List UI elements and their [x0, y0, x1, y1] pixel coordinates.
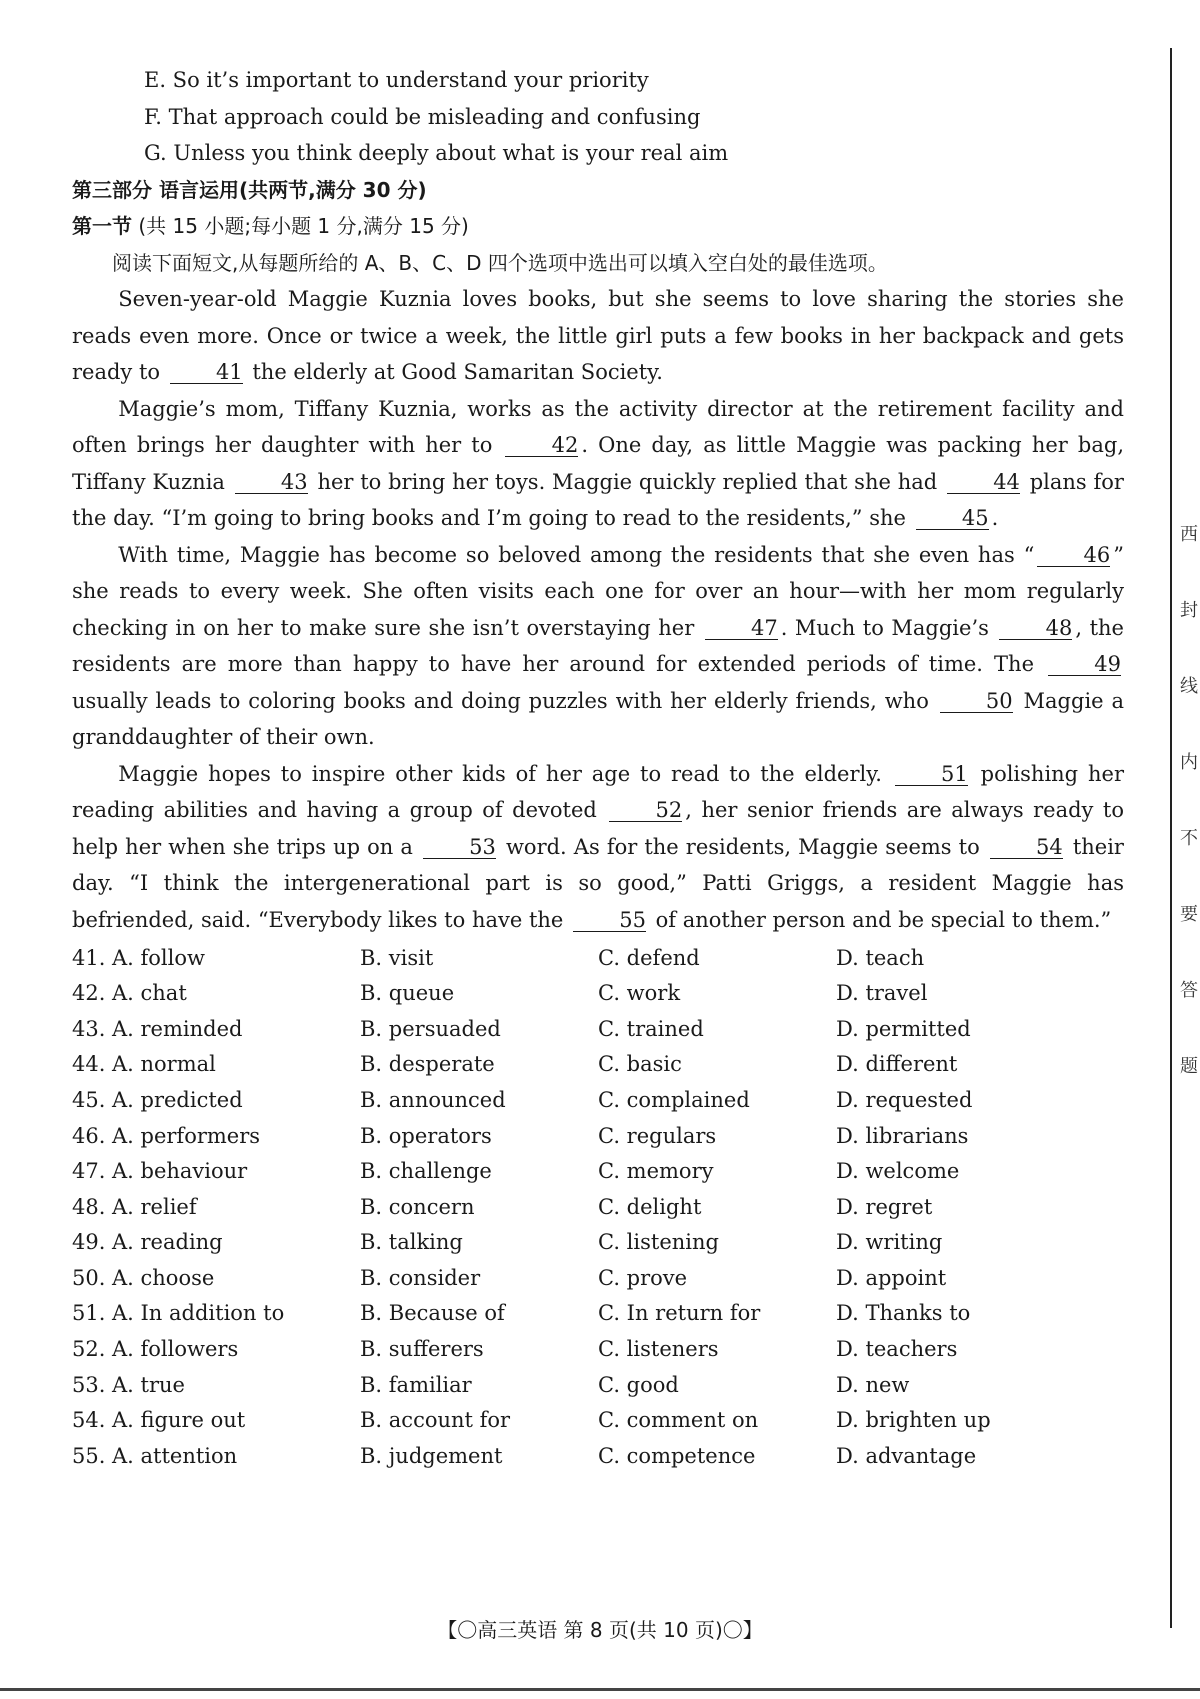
option-c: C. good — [598, 1372, 679, 1397]
passage-paragraph-3 — [72, 537, 1124, 756]
passage-text: of another person and be special to them.” — [655, 907, 1112, 932]
option-a: A. reading — [112, 1230, 223, 1255]
side-char: 西 — [1180, 524, 1198, 545]
passage-text: her to bring her toys. Maggie quickly replied that she had — [317, 469, 938, 494]
option-a: A. choose — [112, 1265, 215, 1290]
option-c: C. defend — [598, 945, 700, 970]
side-char: 要 — [1180, 904, 1198, 925]
passage-text: plans for the day. “I’m going to bring books and I’m going to read to the residents,” she — [72, 469, 1124, 530]
passage-text: usually leads to coloring books and doing puzzles with her elderly friends, who — [72, 688, 929, 713]
blank-51: 51 — [895, 763, 968, 786]
section-1-desc: (共 15 小题;每小题 1 分,满分 15 分) — [138, 214, 469, 238]
question-number: 53. — [72, 1372, 106, 1397]
option-a: A. chat — [112, 981, 187, 1006]
option-d: D. different — [836, 1052, 958, 1077]
option-b: B. visit — [360, 945, 434, 970]
option-c: C. delight — [598, 1194, 702, 1219]
question-row — [72, 1260, 1124, 1296]
option-b: B. persuaded — [360, 1016, 501, 1041]
option-a: A. attention — [112, 1443, 238, 1468]
question-number: 45. — [72, 1087, 106, 1112]
option-d: D. teach — [836, 945, 925, 970]
blank-46: 46 — [1037, 544, 1110, 567]
binding-margin-text — [1180, 520, 1200, 1128]
question-number: 48. — [72, 1194, 106, 1219]
option-a: A. predicted — [112, 1087, 243, 1112]
option-b: B. challenge — [360, 1159, 492, 1184]
option-d: D. advantage — [836, 1443, 977, 1468]
option-c: C. trained — [598, 1016, 704, 1041]
section-1-header — [72, 208, 1124, 245]
question-number: 54. — [72, 1408, 106, 1433]
passage-text: their day. “I think the intergenerational part is so good,” Patti Griggs, a resident Maggie has befriended, said. “Everybody likes to have the — [72, 834, 1124, 932]
passage-text: . — [991, 506, 999, 530]
option-c: C. complained — [598, 1087, 750, 1112]
question-row — [72, 1082, 1124, 1118]
question-row — [72, 1154, 1124, 1190]
blank-43: 43 — [235, 471, 308, 494]
question-number: 47. — [72, 1159, 106, 1184]
side-char: 答 — [1180, 980, 1198, 1001]
option-d: D. librarians — [836, 1123, 969, 1148]
passage-text: , the residents are more than happy to have her around for extended periods of time. The — [72, 615, 1124, 676]
option-c: C. listeners — [598, 1337, 719, 1362]
option-d: D. welcome — [836, 1159, 960, 1184]
passage-text: Seven-year-old Maggie Kuznia loves books, but she seems to love sharing the stories she reads even more. Once or twice a week, the little girl puts a few books in her backpack and gets ready to — [72, 287, 1124, 384]
question-number: 44. — [72, 1052, 106, 1077]
side-char: 封 — [1180, 600, 1198, 621]
passage-text: ” she reads to every week. She often visits each one for over an hour—with her mom regularly checking in on her to make sure she isn’t overstaying her — [72, 542, 1124, 640]
option-a: A. figure out — [112, 1408, 246, 1433]
question-row — [72, 1225, 1124, 1261]
question-row — [72, 976, 1124, 1012]
option-b: B. Because of — [360, 1301, 505, 1326]
question-row — [72, 1296, 1124, 1332]
option-c: C. competence — [598, 1443, 756, 1468]
binding-line — [1170, 48, 1172, 1628]
passage-text: Maggie’s mom, Tiffany Kuznia, works as the activity director at the retirement facility and often brings her daughter with her to — [72, 396, 1124, 457]
question-number: 55. — [72, 1443, 106, 1468]
option-b: B. operators — [360, 1123, 492, 1148]
section-1-name: 第一节 — [72, 214, 132, 238]
option-d: D. regret — [836, 1194, 933, 1219]
question-row — [72, 1332, 1124, 1368]
passage-text: Maggie a granddaughter of their own. — [72, 688, 1124, 749]
option-a: A. behaviour — [112, 1159, 248, 1184]
option-d: D. requested — [836, 1087, 973, 1112]
blank-42: 42 — [505, 434, 578, 457]
instruction: 阅读下面短文,从每题所给的 A、B、C、D 四个选项中选出可以填入空白处的最佳选项。 — [112, 250, 888, 275]
option-d: D. travel — [836, 981, 928, 1006]
question-number: 51. — [72, 1301, 106, 1326]
passage-text: word. As for the residents, Maggie seems to — [505, 834, 980, 859]
question-number: 46. — [72, 1123, 106, 1148]
side-char: 题 — [1180, 1056, 1198, 1077]
option-b: B. account for — [360, 1408, 511, 1433]
option-f: F. That approach could be misleading and confusing — [144, 104, 701, 129]
page-footer: 【〇高三英语 第 8 页(共 10 页)〇】 — [437, 1618, 763, 1642]
passage-text: . Much to Maggie’s — [780, 615, 989, 640]
question-number: 52. — [72, 1337, 106, 1362]
passage-paragraph-1 — [72, 281, 1124, 391]
option-d: D. writing — [836, 1230, 943, 1255]
question-row — [72, 1118, 1124, 1154]
question-row — [72, 1011, 1124, 1047]
option-b: B. announced — [360, 1087, 506, 1112]
option-b: B. queue — [360, 981, 455, 1006]
section-3-title: 第三部分 语言运用(共两节,满分 30 分) — [72, 177, 427, 202]
question-row — [72, 1189, 1124, 1225]
blank-52: 52 — [609, 799, 682, 822]
option-b: B. consider — [360, 1265, 481, 1290]
passage-text: , her senior friends are always ready to help her when she trips up on a — [72, 798, 1124, 859]
page-content — [72, 62, 1124, 1474]
option-b: B. talking — [360, 1230, 463, 1255]
option-d: D. brighten up — [836, 1408, 991, 1433]
option-e: E. So it’s important to understand your priority — [144, 68, 649, 92]
blank-47: 47 — [705, 617, 778, 640]
option-a: A. performers — [112, 1123, 261, 1148]
blank-50: 50 — [940, 690, 1013, 713]
option-b: B. sufferers — [360, 1337, 484, 1362]
blank-54: 54 — [990, 836, 1063, 859]
option-c: C. In return for — [598, 1301, 761, 1326]
option-c: C. basic — [598, 1052, 682, 1077]
passage-paragraph-2 — [72, 391, 1124, 537]
passage-text: With time, Maggie has become so beloved among the residents that she even has “ — [118, 542, 1035, 567]
option-b: B. judgement — [360, 1443, 503, 1468]
side-char: 内 — [1180, 752, 1198, 773]
option-d: D. teachers — [836, 1337, 958, 1362]
question-number: 43. — [72, 1016, 106, 1041]
option-c: C. comment on — [598, 1408, 759, 1433]
question-number: 49. — [72, 1230, 106, 1255]
blank-49: 49 — [1048, 653, 1121, 676]
passage-text: the elderly at Good Samaritan Society. — [252, 360, 663, 384]
answer-choices — [72, 940, 1124, 1474]
option-d: D. appoint — [836, 1265, 947, 1290]
passage-text: . One day, as little Maggie was packing her bag, Tiffany Kuznia — [72, 433, 1124, 494]
question-row — [72, 1367, 1124, 1403]
blank-53: 53 — [423, 836, 496, 859]
option-c: C. work — [598, 981, 681, 1006]
question-row — [72, 1403, 1124, 1439]
option-a: A. normal — [112, 1052, 216, 1077]
option-d: D. new — [836, 1372, 910, 1397]
side-char: 线 — [1180, 676, 1198, 697]
option-a: A. In addition to — [112, 1301, 285, 1326]
option-b: B. desperate — [360, 1052, 495, 1077]
question-row — [72, 1047, 1124, 1083]
option-b: B. concern — [360, 1194, 475, 1219]
option-c: C. memory — [598, 1159, 714, 1184]
option-g: G. Unless you think deeply about what is your real aim — [144, 141, 729, 165]
option-b: B. familiar — [360, 1372, 472, 1397]
question-row — [72, 1438, 1124, 1474]
side-char: 不 — [1180, 828, 1198, 849]
passage-text: polishing her reading abilities and having a group of devoted — [72, 761, 1124, 822]
question-number: 42. — [72, 981, 106, 1006]
passage-text: Maggie hopes to inspire other kids of her age to read to the elderly. — [118, 761, 882, 786]
question-row — [72, 940, 1124, 976]
blank-44: 44 — [947, 471, 1020, 494]
option-a: A. follow — [112, 945, 205, 970]
blank-48: 48 — [999, 617, 1072, 640]
question-number: 50. — [72, 1265, 106, 1290]
option-a: A. followers — [112, 1337, 239, 1362]
scan-edge — [0, 1688, 1200, 1691]
option-d: D. permitted — [836, 1016, 971, 1041]
option-c: C. regulars — [598, 1123, 717, 1148]
option-a: A. true — [112, 1372, 185, 1397]
option-a: A. relief — [112, 1194, 197, 1219]
blank-45: 45 — [916, 507, 989, 530]
option-c: C. prove — [598, 1265, 688, 1290]
blank-41: 41 — [170, 361, 243, 384]
option-a: A. reminded — [112, 1016, 243, 1041]
question-number: 41. — [72, 945, 106, 970]
blank-55: 55 — [573, 909, 646, 932]
passage-paragraph-4 — [72, 756, 1124, 939]
option-c: C. listening — [598, 1230, 719, 1255]
option-d: D. Thanks to — [836, 1301, 971, 1326]
